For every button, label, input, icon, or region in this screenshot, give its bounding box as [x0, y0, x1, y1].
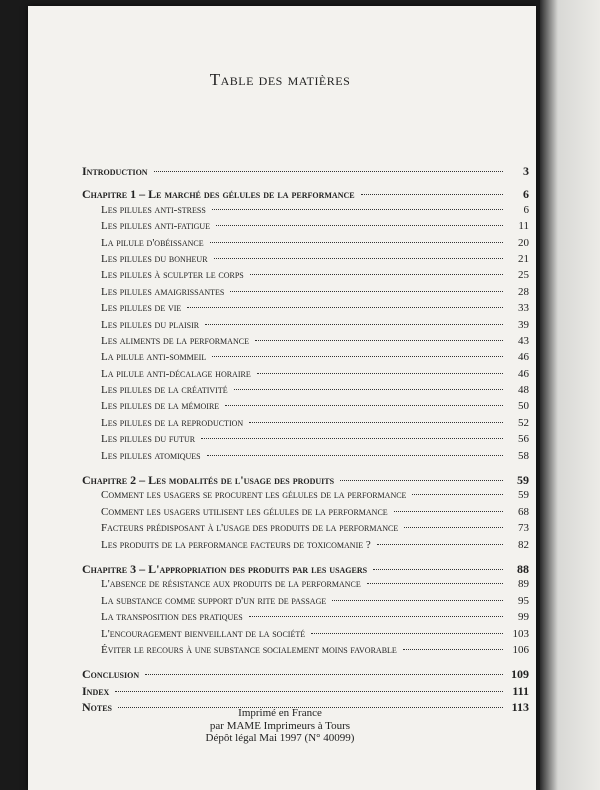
leader-dots	[187, 307, 503, 308]
leader-dots	[216, 225, 503, 226]
leader-dots	[154, 171, 503, 172]
leader-dots	[207, 455, 503, 456]
toc-page-number: 46	[518, 367, 529, 380]
toc-page-number: 58	[518, 449, 529, 462]
toc-section-entry	[82, 237, 529, 253]
toc-page-number: 88	[517, 561, 529, 576]
toc-section-entry	[82, 578, 529, 594]
toc-page-number: 43	[518, 334, 529, 347]
toc-section-entry	[82, 595, 529, 611]
toc-label: Les pilules de vie	[101, 302, 182, 315]
toc-label: Comment les usagers se procurent les gélules de la performance	[101, 489, 407, 502]
toc-section-entry	[82, 384, 529, 400]
leader-dots	[234, 389, 503, 390]
toc-label: Les aliments de la performance	[101, 334, 249, 347]
leader-dots	[404, 527, 503, 528]
toc-label: La substance comme support d'un rite de passage	[101, 594, 327, 607]
leader-dots	[367, 583, 503, 584]
toc-page-number: 33	[518, 302, 529, 315]
toc-label: Comment les usagers utilisent les gélules de la performance	[101, 505, 388, 518]
leader-dots	[249, 616, 503, 617]
toc-section-entry	[82, 220, 529, 236]
toc-entry-conclusion	[82, 667, 529, 683]
leader-dots	[373, 569, 503, 570]
page-title: Table des matières	[209, 70, 351, 89]
toc-chapter-2	[82, 473, 529, 489]
toc-section-entry	[82, 253, 529, 269]
toc-label: Index	[82, 683, 110, 698]
toc-section-entry	[82, 319, 529, 335]
imprint-line: Imprimé en France	[238, 707, 322, 719]
leader-dots	[377, 544, 503, 545]
toc-label: Les pilules de la reproduction	[101, 416, 244, 429]
toc-label: Les pilules à sculpter le corps	[101, 269, 244, 282]
leader-dots	[394, 511, 503, 512]
toc-label: L'absence de résistance aux produits de la performance	[101, 578, 361, 591]
toc-section-entry	[82, 628, 529, 644]
leader-dots	[210, 242, 503, 243]
toc-entry-index	[82, 684, 529, 700]
toc-page-number: 52	[518, 416, 529, 429]
toc-label: Chapitre 2 – Les modalités de l'usage des produits	[82, 473, 335, 488]
toc-section-entry	[82, 506, 529, 522]
toc-page-number: 48	[518, 384, 529, 397]
toc-section-entry	[82, 539, 529, 555]
toc-page-number: 113	[511, 700, 529, 715]
toc-section-entry	[82, 286, 529, 302]
toc-section-entry	[82, 522, 529, 538]
toc-label: Les produits de la performance facteurs de toxicomanie ?	[101, 538, 371, 551]
toc-label: Les pilules du plaisir	[101, 318, 200, 331]
leader-dots	[230, 291, 503, 292]
toc-section-entry	[82, 489, 529, 505]
toc-page-number: 95	[518, 594, 529, 607]
leader-dots	[311, 633, 503, 634]
toc-page-number: 46	[518, 351, 529, 364]
leader-dots	[212, 356, 503, 357]
toc-label: Les pilules anti-fatigue	[101, 220, 211, 233]
toc-page-number: 103	[512, 627, 529, 640]
toc-label: Éviter le recours à une substance socialement moins favorable	[101, 643, 397, 656]
toc-label: Chapitre 3 – L'appropriation des produits par les usagers	[82, 561, 368, 576]
toc-label: Les pilules de la créativité	[101, 384, 228, 397]
toc-page-number: 56	[518, 433, 529, 446]
table-of-contents	[82, 164, 529, 717]
toc-section-entry	[82, 417, 529, 433]
toc-page-number: 59	[518, 489, 529, 502]
leader-dots	[255, 340, 503, 341]
toc-section-entry	[82, 335, 529, 351]
toc-label: Facteurs prédisposant à l'usage des produits de la performance	[101, 522, 399, 535]
toc-label: La transposition des pratiques	[101, 611, 243, 624]
leader-dots	[249, 422, 503, 423]
toc-label: Introduction	[82, 164, 148, 178]
chapter-2-sections	[82, 489, 529, 555]
toc-page-number: 11	[518, 220, 529, 233]
toc-page-number: 6	[523, 187, 529, 202]
toc-label: La pilule d'obéissance	[101, 236, 204, 249]
toc-page-number: 73	[518, 522, 529, 535]
leader-dots	[332, 600, 503, 601]
toc-section-entry	[82, 302, 529, 318]
printer-imprint	[0, 707, 560, 745]
chapter-3-sections	[82, 578, 529, 660]
adjacent-page-edge	[540, 0, 600, 790]
toc-label: Notes	[82, 700, 113, 715]
toc-label: Chapitre 1 – Le marché des gélules de la performance	[82, 187, 355, 202]
toc-page-number: 106	[512, 643, 529, 656]
toc-page-number: 25	[518, 269, 529, 282]
leader-dots	[205, 324, 503, 325]
toc-section-entry	[82, 433, 529, 449]
toc-page-number: 59	[517, 473, 529, 488]
imprint-line: Dépôt légal Mai 1997 (N° 40099)	[205, 732, 355, 744]
toc-page-number: 89	[518, 578, 529, 591]
toc-label: Les pilules atomiques	[101, 449, 201, 462]
toc-section-entry	[82, 450, 529, 466]
leader-dots	[115, 691, 503, 692]
toc-section-entry	[82, 400, 529, 416]
leader-dots	[361, 194, 503, 195]
toc-label: Conclusion	[82, 667, 140, 682]
toc-section-entry	[82, 611, 529, 627]
toc-label: Les pilules du bonheur	[101, 252, 208, 265]
imprint-line: par MAME Imprimeurs à Tours	[209, 719, 351, 732]
toc-entry-introduction	[82, 164, 529, 180]
toc-section-entry	[82, 269, 529, 285]
chapter-1-sections	[82, 204, 529, 466]
toc-chapter-1	[82, 187, 529, 203]
leader-dots	[212, 209, 503, 210]
toc-page-number: 28	[518, 285, 529, 298]
toc-page-number: 21	[518, 252, 529, 265]
toc-page-number: 3	[523, 164, 529, 178]
toc-page-number: 82	[518, 538, 529, 551]
leader-dots	[201, 438, 503, 439]
toc-label: Les pilules anti-stress	[101, 203, 206, 216]
toc-label: La pilule anti-sommeil	[101, 351, 207, 364]
toc-page-number: 109	[511, 667, 529, 682]
toc-section-entry	[82, 644, 529, 660]
toc-label: Les pilules amaigrissantes	[101, 285, 225, 298]
toc-page-number: 20	[518, 236, 529, 249]
toc-page-number: 50	[518, 400, 529, 413]
toc-page-number: 39	[518, 318, 529, 331]
toc-label: La pilule anti-décalage horaire	[101, 367, 251, 380]
leader-dots	[145, 674, 503, 675]
leader-dots	[257, 373, 503, 374]
toc-section-entry	[82, 351, 529, 367]
leader-dots	[214, 258, 503, 259]
toc-page-number: 99	[518, 611, 529, 624]
toc-page-number: 111	[512, 683, 529, 698]
toc-chapter-3	[82, 562, 529, 578]
toc-label: Les pilules de la mémoire	[101, 400, 220, 413]
toc-section-entry	[82, 204, 529, 220]
leader-dots	[412, 494, 503, 495]
toc-label: Les pilules du futur	[101, 433, 196, 446]
leader-dots	[250, 274, 503, 275]
toc-page-number: 6	[523, 203, 529, 216]
toc-label: L'encouragement bienveillant de la société	[101, 627, 306, 640]
leader-dots	[403, 649, 503, 650]
toc-section-entry	[82, 368, 529, 384]
leader-dots	[225, 405, 503, 406]
leader-dots	[340, 480, 503, 481]
toc-page-number: 68	[518, 505, 529, 518]
